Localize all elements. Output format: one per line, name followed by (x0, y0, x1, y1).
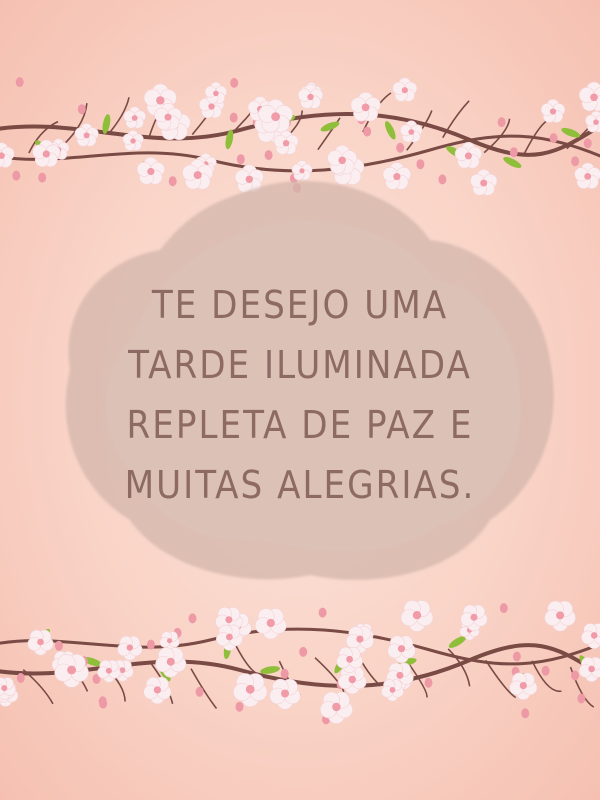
blossom-flower (255, 609, 286, 640)
blossom-center (588, 666, 595, 673)
blossom-center (283, 140, 289, 146)
blossom-center (593, 119, 599, 125)
blossom-bud (230, 113, 238, 123)
blossom-center (1, 685, 7, 691)
blossom-center (132, 115, 138, 121)
blossom-center (362, 104, 370, 112)
blossom-center (349, 676, 356, 683)
blossom-bud (16, 77, 24, 87)
blossom-center (471, 614, 478, 621)
twig (191, 669, 217, 709)
blossom-bud (513, 652, 521, 662)
blossom-bud (236, 702, 244, 712)
blossom-flower (581, 624, 600, 649)
blossom-bud (425, 678, 433, 688)
blossom-flower (579, 82, 600, 111)
blossom-center (67, 666, 76, 675)
message-line-1: TE DESEJO UMA (151, 283, 449, 327)
blossom-center (37, 639, 44, 646)
blossom-center (167, 638, 172, 643)
blossom-center (127, 644, 133, 650)
blossom-bud (12, 171, 20, 181)
blossom-flower (455, 142, 482, 168)
blossom-bud (281, 669, 289, 679)
blossom-bud (510, 147, 518, 157)
blossom-center (106, 668, 112, 674)
blossom-center (550, 108, 556, 114)
blossom-center (226, 634, 233, 641)
blossom-flower (118, 636, 143, 660)
blossom-center (408, 129, 414, 135)
twig (443, 101, 469, 138)
blossom-bud (319, 608, 327, 618)
blossom-bud (571, 156, 579, 166)
blossom-bud (571, 671, 579, 681)
blossom-bud (147, 640, 155, 650)
blossom-bud (299, 647, 307, 657)
blossom-center (346, 656, 353, 663)
blossom-center (267, 619, 275, 627)
message-line-3: REPLETA DE PAZ E (126, 403, 474, 447)
blossom-center (402, 87, 408, 93)
blossom-center (413, 611, 421, 619)
message-line-4: MUITAS ALEGRIAS. (124, 463, 476, 507)
blossom-center (356, 636, 363, 643)
blossom-bud (498, 117, 506, 127)
blossom-bud (196, 687, 204, 697)
blossom-flower (216, 625, 242, 651)
blossom-flower (156, 648, 186, 678)
blossom-flower (381, 680, 403, 702)
blossom-center (165, 114, 172, 121)
blossom-group (0, 600, 600, 724)
blossom-flower (393, 78, 417, 102)
blossom-center (556, 611, 564, 619)
blossom-center (84, 132, 90, 138)
blossom-bud (542, 666, 550, 676)
blossom-flower (579, 657, 600, 681)
blossom-bud (99, 696, 107, 706)
blossom-bud (237, 154, 245, 164)
blossom-center (332, 703, 340, 711)
leaf (502, 155, 523, 170)
blossom-bud (230, 78, 238, 88)
leaf (383, 120, 398, 141)
blossom-center (398, 645, 405, 652)
blossom-center (338, 157, 346, 165)
blossom-bud (265, 150, 273, 160)
blossom-center (281, 690, 289, 698)
blossom-center (246, 685, 255, 694)
blossom-center (465, 152, 472, 159)
blossom-bud (584, 138, 592, 148)
blossom-flower (545, 601, 576, 631)
blossom-center (156, 96, 164, 104)
blossom-bud (396, 143, 404, 153)
blossom-center (584, 173, 591, 180)
blossom-center (307, 94, 313, 100)
blossom-bud (55, 641, 63, 651)
blossom-bud (577, 694, 585, 704)
blossom-center (590, 94, 598, 102)
blossom-center (520, 682, 527, 689)
blossom-flower (585, 111, 600, 132)
message-line-2: TARDE ILUMINADA (128, 343, 472, 387)
blossom-bud (416, 159, 424, 169)
blossom-center (396, 672, 403, 679)
blossom-center (43, 150, 50, 157)
blossom-flower (401, 600, 433, 631)
blossom-center (167, 658, 175, 666)
blossom-center (390, 687, 396, 693)
greeting-message (90, 275, 510, 515)
blossom-flower (144, 677, 171, 704)
blossom-bud (550, 133, 558, 143)
blossom-flower (270, 679, 301, 709)
blossom-center (154, 686, 161, 693)
blossom-bud (17, 673, 25, 683)
blossom-center (213, 91, 219, 97)
blossom-flower (0, 143, 14, 168)
blossom-flower (205, 82, 227, 103)
blossom-flower (28, 630, 54, 655)
blossom-center (591, 632, 598, 639)
blossom-bud (363, 127, 371, 137)
blossom-bud (521, 708, 529, 718)
blossom-bud (78, 104, 86, 114)
blossom-bud (189, 613, 197, 623)
leaf (260, 665, 281, 675)
blossom-center (225, 616, 232, 623)
blossom-bud (500, 603, 508, 613)
blossom-center (130, 138, 135, 143)
blossom-flower (541, 99, 565, 122)
blossom-flower (124, 107, 146, 128)
blossom-flower (233, 674, 267, 707)
blossom-flower (351, 92, 381, 121)
bottom-cherry-blossom-branch (0, 590, 600, 740)
blossom-center (271, 112, 280, 121)
blossom-center (208, 103, 214, 109)
